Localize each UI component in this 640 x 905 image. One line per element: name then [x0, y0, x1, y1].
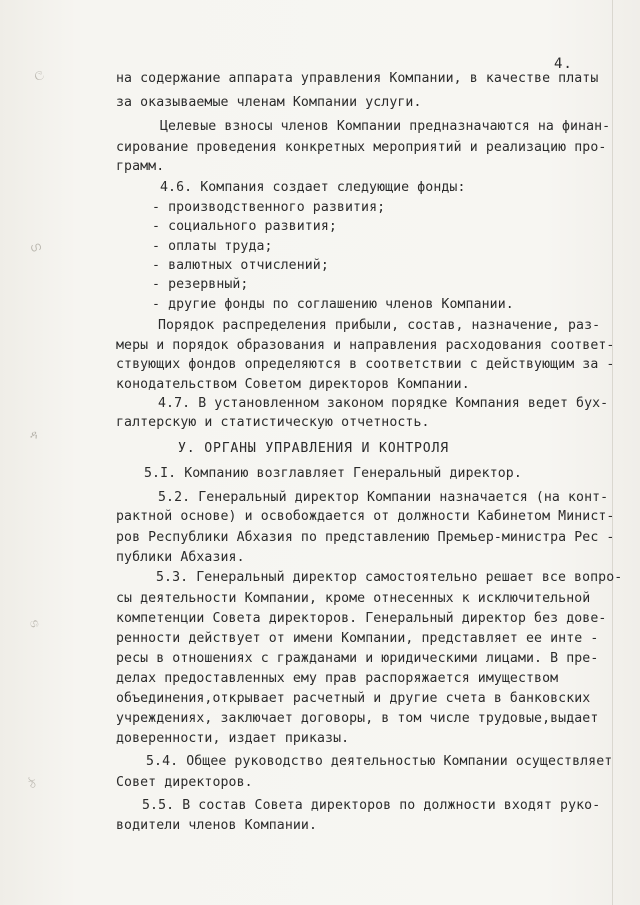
text-line: за оказываемые членам Компании услуги.	[116, 95, 422, 110]
margin-mark: ঠ	[27, 776, 38, 792]
text-line: галтерскую и статистическую отчетность.	[116, 415, 430, 430]
margin-mark: ශ	[28, 615, 41, 631]
text-line: Порядок распределения прибыли, состав, назначение, раз-	[158, 318, 601, 333]
text-line: Целевые взносы членов Компании предназначаются на финан-	[160, 119, 611, 134]
text-line: 4.7. В установленном законом порядке Компания ведет бух-	[158, 396, 609, 411]
list-item: - производственного развития;	[152, 200, 386, 215]
text-line: грамм.	[116, 159, 165, 174]
text-line: 5.I. Компанию возглавляет Генеральный директор.	[144, 466, 522, 481]
text-line: меры и порядок образования и направления расходования соответ-	[116, 338, 615, 353]
text-line: рактной основе) и освобождается от должности Кабинетом Минист-	[116, 509, 615, 524]
section-heading: У. ОРГАНЫ УПРАВЛЕНИЯ И КОНТРОЛЯ	[178, 441, 449, 456]
text-line: компетенции Совета директоров. Генеральный директор без дове-	[116, 611, 607, 626]
list-item: - социального развития;	[152, 219, 337, 234]
text-line: делах предоставленных ему прав распоряжается имуществом	[116, 671, 559, 686]
text-line: сирование проведения конкретных мероприятий и реализацию про-	[116, 140, 607, 155]
text-line: 5.4. Общее руководство деятельностью Компании осуществляет	[146, 754, 613, 769]
list-item: - резервный;	[152, 277, 249, 292]
text-line: сы деятельности Компании, кроме отнесенных к исключительной	[116, 591, 591, 606]
text-line: доверенности, издает приказы.	[116, 731, 350, 746]
text-line: объединения,открывает расчетный и другие счета в банковских	[116, 691, 591, 706]
text-line: 5.3. Генеральный директор самостоятельно решает все вопро-	[156, 570, 623, 585]
text-line: учреждениях, заключает договоры, в том числе трудовые,выдает	[116, 711, 599, 726]
text-line: ренности действует от имени Компании, представляет ее инте -	[116, 631, 599, 646]
text-line: 5.5. В состав Совета директоров по должности входят руко-	[142, 798, 601, 813]
page-fold	[612, 0, 613, 905]
list-item: - валютных отчислений;	[152, 258, 329, 273]
text-line: 4.6. Компания создает следующие фонды:	[160, 180, 466, 195]
text-line: ресы в отношениях с гражданами и юридическими лицами. В пре-	[116, 651, 599, 666]
list-item: - другие фонды по соглашению членов Компании.	[152, 297, 514, 312]
page-number: 4.	[554, 56, 573, 72]
text-line: ствующих фондов определяются в соответствии с действующим за -	[116, 357, 615, 372]
margin-mark: ዳ	[28, 427, 40, 443]
margin-mark: ල	[32, 65, 45, 81]
text-line: на содержание аппарата управления Компании, в качестве платы	[116, 71, 599, 86]
text-line: Совет директоров.	[116, 775, 253, 790]
text-line: конодательством Советом директоров Компании.	[116, 377, 470, 392]
margin-mark: ഗ	[28, 238, 43, 256]
text-line: 5.2. Генеральный директор Компании назначается (на конт-	[158, 490, 609, 505]
text-line: ров Республики Абхазия по представлению Премьер-министра Рес -	[116, 530, 615, 545]
text-line: водители членов Компании.	[116, 818, 317, 833]
list-item: - оплаты труда;	[152, 239, 273, 254]
text-line: публики Абхазия.	[116, 550, 245, 565]
